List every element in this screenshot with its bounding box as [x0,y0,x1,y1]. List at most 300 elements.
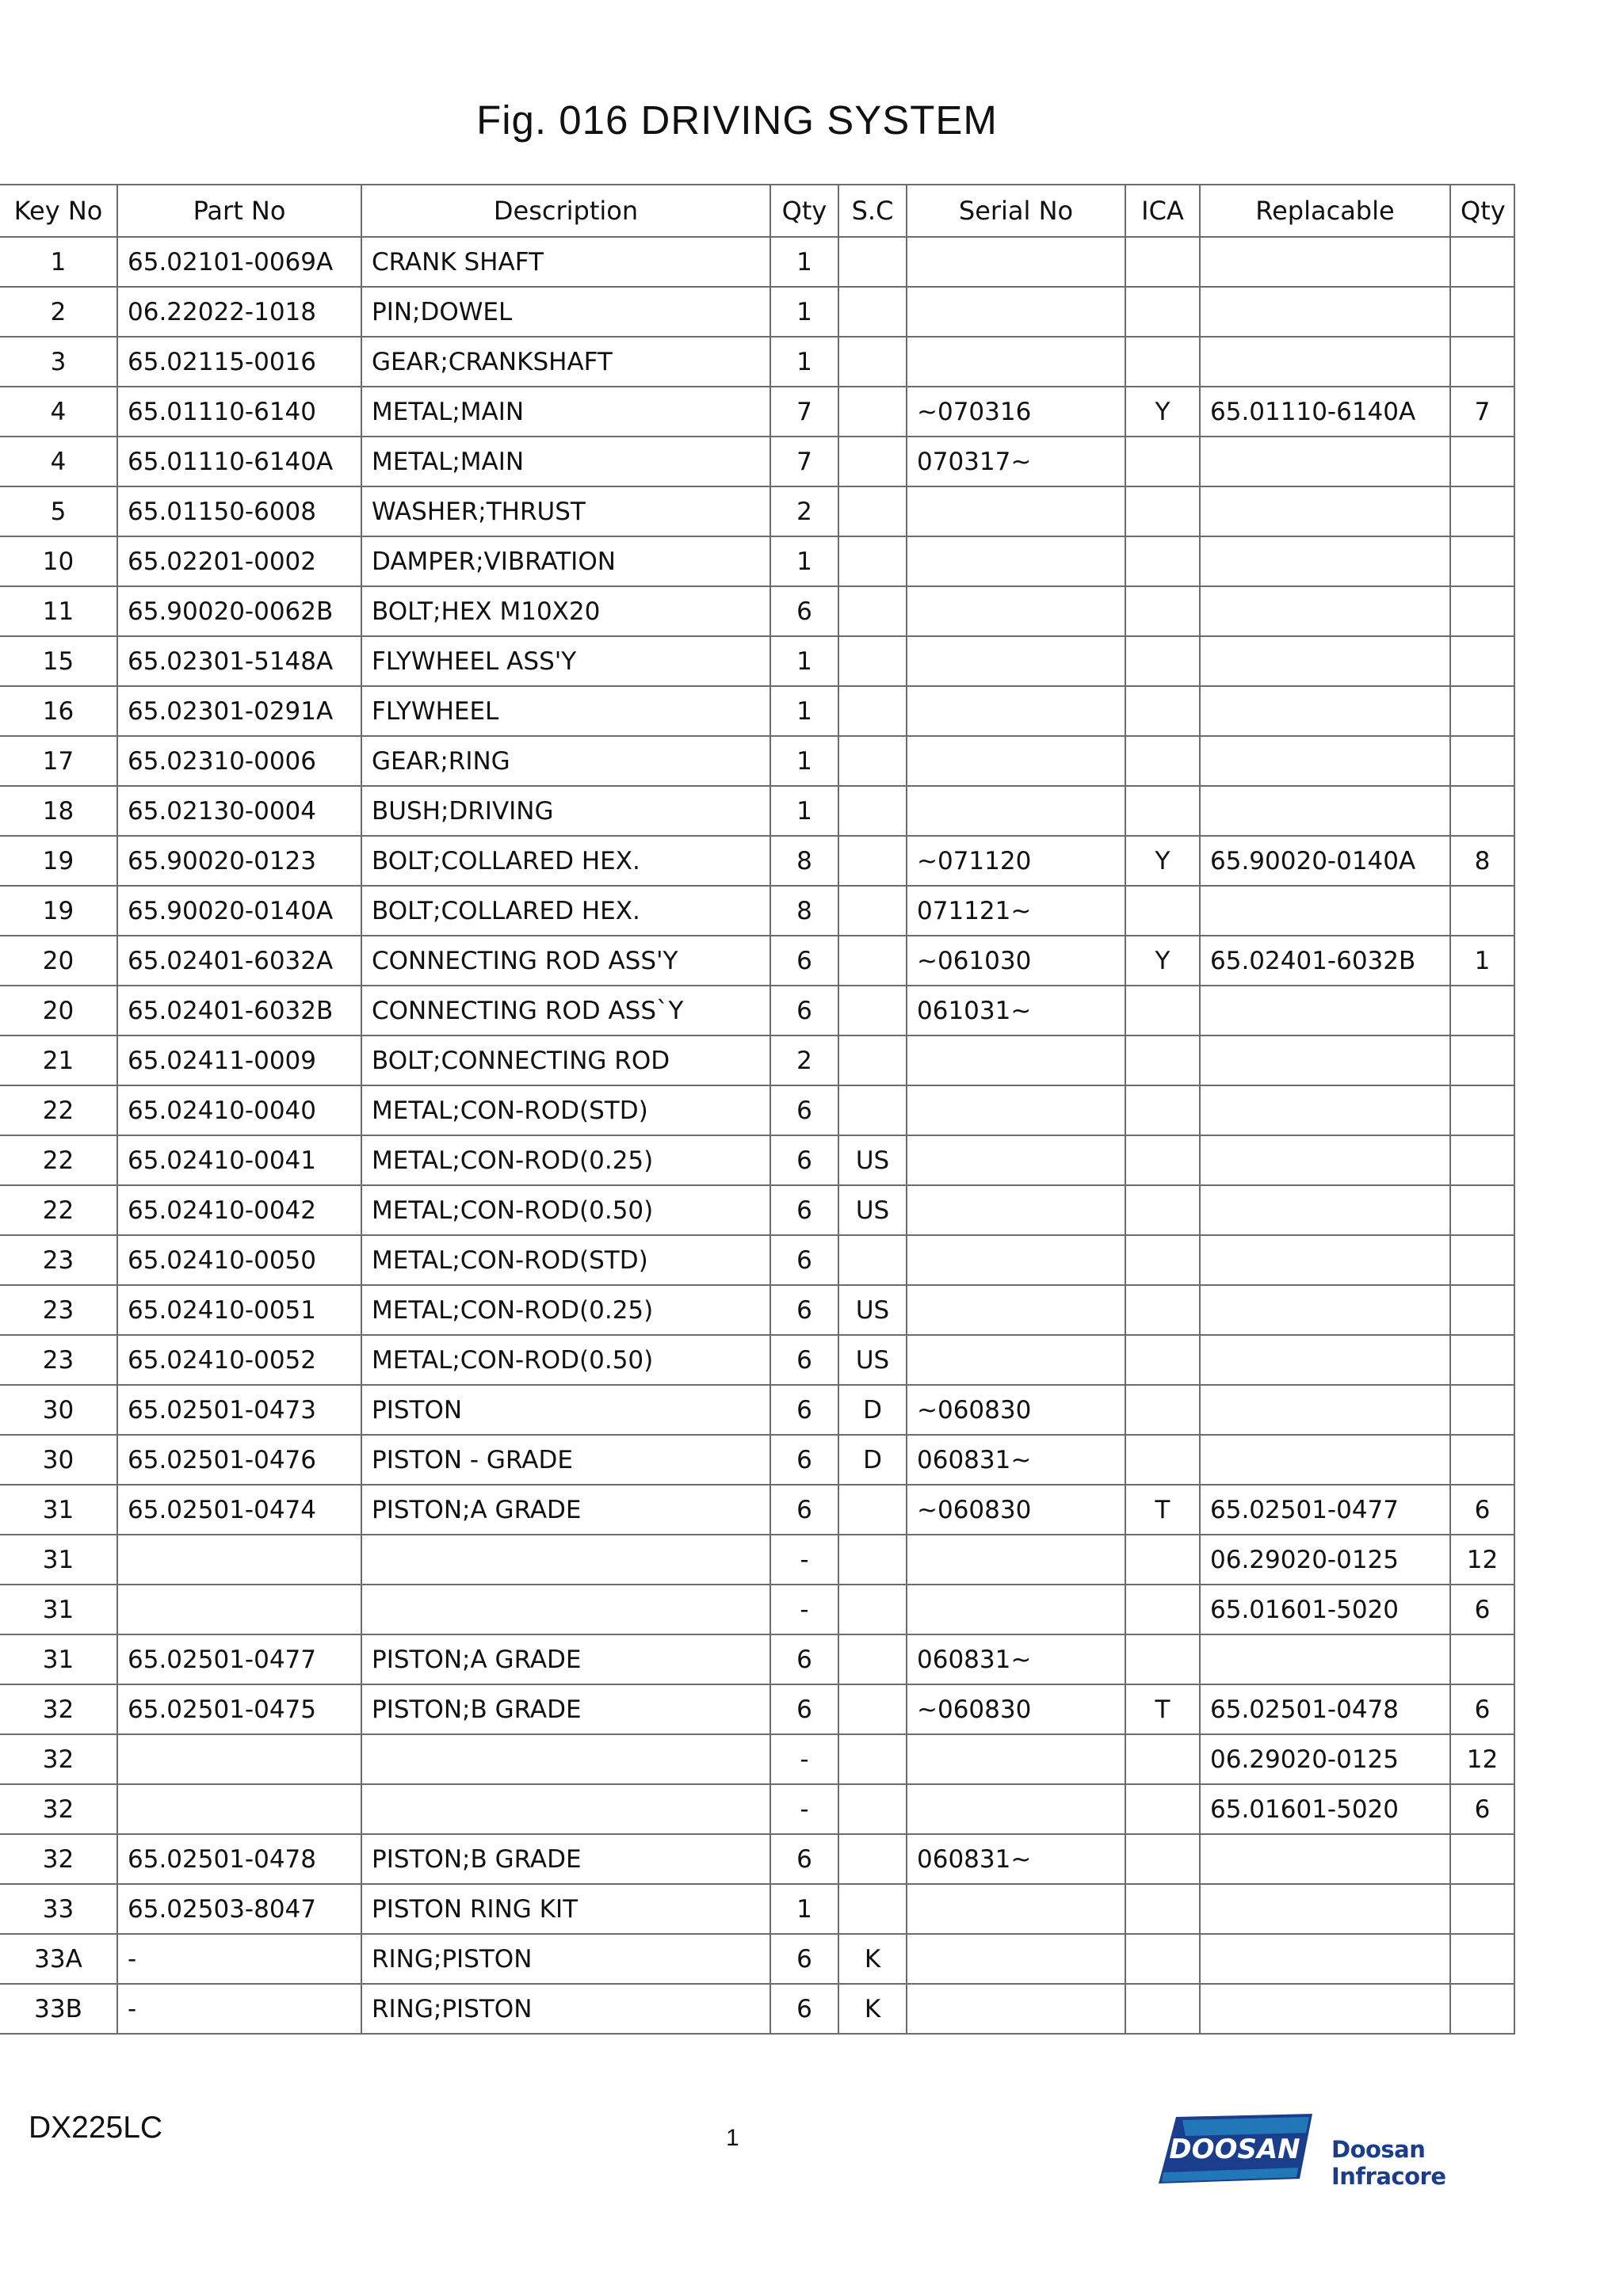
logo-wordmark: DOOSAN [1169,2134,1300,2165]
cell-sc [838,1035,907,1085]
cell-part-no: 65.90020-0062B [117,586,361,636]
cell-ica: T [1125,1485,1200,1535]
cell-replacable [1200,1884,1450,1934]
cell-key-no: 11 [0,586,117,636]
cell-qty: 6 [770,1485,838,1535]
table-row [0,1834,1514,1884]
cell-description: PISTON RING KIT [361,1884,770,1934]
cell-ica [1125,1335,1200,1385]
cell-replacable-qty: 6 [1450,1684,1514,1734]
cell-ica [1125,287,1200,337]
cell-ica [1125,586,1200,636]
cell-description: METAL;CON-ROD(STD) [361,1085,770,1135]
cell-key-no: 32 [0,1834,117,1884]
table-row [0,1185,1514,1235]
cell-qty: - [770,1535,838,1585]
cell-qty: 6 [770,1235,838,1285]
table-row [0,536,1514,586]
cell-key-no: 15 [0,636,117,686]
table-row [0,287,1514,337]
cell-key-no: 22 [0,1085,117,1135]
cell-key-no: 23 [0,1235,117,1285]
cell-qty: 6 [770,1934,838,1984]
table-row [0,1435,1514,1485]
cell-description: CONNECTING ROD ASS'Y [361,936,770,986]
cell-part-no: 65.02501-0477 [117,1634,361,1684]
cell-qty: 6 [770,1285,838,1335]
cell-qty: 1 [770,536,838,586]
cell-part-no: 65.02401-6032A [117,936,361,986]
cell-replacable [1200,1634,1450,1684]
cell-replacable-qty: 6 [1450,1784,1514,1834]
cell-sc [838,237,907,287]
cell-ica [1125,886,1200,936]
cell-sc [838,1684,907,1734]
cell-qty: 6 [770,586,838,636]
cell-part-no: 65.02301-5148A [117,636,361,686]
cell-key-no: 30 [0,1435,117,1485]
table-row [0,586,1514,636]
cell-sc [838,636,907,686]
cell-key-no: 2 [0,287,117,337]
cell-replacable-qty [1450,636,1514,686]
cell-replacable: 06.29020-0125 [1200,1535,1450,1585]
cell-description: FLYWHEEL ASS'Y [361,636,770,686]
cell-replacable-qty: 8 [1450,836,1514,886]
cell-description: PISTON - GRADE [361,1435,770,1485]
cell-replacable-qty [1450,1385,1514,1435]
cell-qty: - [770,1585,838,1634]
cell-serial-no: ~071120 [907,836,1125,886]
cell-replacable-qty [1450,1934,1514,1984]
cell-replacable [1200,1185,1450,1235]
cell-sc [838,1235,907,1285]
cell-replacable-qty: 6 [1450,1585,1514,1634]
cell-sc: K [838,1984,907,2034]
cell-description: BOLT;COLLARED HEX. [361,836,770,886]
cell-description: METAL;CON-ROD(STD) [361,1235,770,1285]
cell-ica [1125,1884,1200,1934]
cell-ica [1125,636,1200,686]
table-row [0,736,1514,786]
cell-replacable [1200,886,1450,936]
cell-replacable [1200,786,1450,836]
cell-ica [1125,1934,1200,1984]
cell-description [361,1585,770,1634]
cell-ica [1125,536,1200,586]
cell-replacable [1200,437,1450,486]
cell-serial-no [907,1535,1125,1585]
cell-ica [1125,786,1200,836]
table-row [0,1884,1514,1934]
cell-serial-no [907,1135,1125,1185]
cell-part-no: 65.02503-8047 [117,1884,361,1934]
cell-ica [1125,1135,1200,1185]
table-row [0,1784,1514,1834]
cell-qty: 6 [770,1684,838,1734]
table-row [0,1085,1514,1135]
table-row [0,1984,1514,2034]
cell-serial-no: 060831~ [907,1435,1125,1485]
cell-key-no: 33 [0,1884,117,1934]
cell-description: PISTON [361,1385,770,1435]
cell-serial-no [907,1734,1125,1784]
cell-ica [1125,1634,1200,1684]
cell-part-no: 65.02410-0050 [117,1235,361,1285]
table-row [0,1535,1514,1585]
cell-serial-no [907,1984,1125,2034]
cell-description: PISTON;B GRADE [361,1684,770,1734]
cell-ica [1125,237,1200,287]
cell-part-no: 65.02101-0069A [117,237,361,287]
table-row [0,686,1514,736]
cell-description: METAL;CON-ROD(0.25) [361,1285,770,1335]
cell-replacable-qty [1450,986,1514,1035]
cell-ica [1125,1585,1200,1634]
cell-part-no [117,1535,361,1585]
cell-serial-no: 070317~ [907,437,1125,486]
cell-replacable-qty [1450,1884,1514,1934]
cell-qty: - [770,1734,838,1784]
cell-part-no: 65.02501-0473 [117,1385,361,1435]
cell-part-no: 65.02310-0006 [117,736,361,786]
cell-serial-no [907,1585,1125,1634]
cell-replacable-qty [1450,237,1514,287]
table-row [0,1634,1514,1684]
cell-key-no: 32 [0,1684,117,1734]
cell-sc [838,1734,907,1784]
cell-ica [1125,1535,1200,1585]
cell-key-no: 32 [0,1734,117,1784]
cell-replacable [1200,1135,1450,1185]
cell-serial-no [907,736,1125,786]
cell-replacable-qty: 12 [1450,1535,1514,1585]
cell-sc [838,287,907,337]
cell-replacable [1200,586,1450,636]
table-row [0,237,1514,287]
cell-description: PISTON;B GRADE [361,1834,770,1884]
cell-replacable [1200,1085,1450,1135]
cell-key-no: 4 [0,437,117,486]
cell-sc [838,1085,907,1135]
cell-description: PISTON;A GRADE [361,1634,770,1684]
cell-replacable-qty [1450,1135,1514,1185]
cell-qty: 6 [770,986,838,1035]
cell-part-no: 65.02130-0004 [117,786,361,836]
cell-description: METAL;CON-ROD(0.25) [361,1135,770,1185]
table-row [0,1734,1514,1784]
cell-key-no: 16 [0,686,117,736]
cell-ica [1125,1834,1200,1884]
cell-ica [1125,1784,1200,1834]
cell-serial-no [907,1035,1125,1085]
cell-sc: US [838,1285,907,1335]
cell-qty: 7 [770,437,838,486]
cell-sc [838,1884,907,1934]
cell-replacable [1200,337,1450,387]
table-row [0,1485,1514,1535]
table-row [0,936,1514,986]
cell-part-no: 65.02201-0002 [117,536,361,586]
cell-qty: 1 [770,786,838,836]
cell-replacable-qty [1450,1435,1514,1485]
cell-sc [838,486,907,536]
cell-replacable-qty: 7 [1450,387,1514,437]
cell-ica [1125,1035,1200,1085]
cell-replacable [1200,1934,1450,1984]
cell-key-no: 21 [0,1035,117,1085]
cell-sc [838,986,907,1035]
cell-key-no: 4 [0,387,117,437]
table-row [0,1585,1514,1634]
cell-serial-no: ~070316 [907,387,1125,437]
cell-description: METAL;MAIN [361,437,770,486]
cell-part-no: 65.02410-0041 [117,1135,361,1185]
cell-replacable-qty [1450,287,1514,337]
cell-description: DAMPER;VIBRATION [361,536,770,586]
cell-description: GEAR;RING [361,736,770,786]
cell-key-no: 23 [0,1335,117,1385]
header-replacable: Replacable [1200,185,1450,237]
cell-key-no: 31 [0,1585,117,1634]
cell-description [361,1734,770,1784]
cell-sc [838,686,907,736]
cell-serial-no [907,486,1125,536]
cell-ica: T [1125,1684,1200,1734]
cell-key-no: 19 [0,886,117,936]
cell-replacable-qty [1450,1335,1514,1385]
cell-key-no: 10 [0,536,117,586]
cell-key-no: 3 [0,337,117,387]
cell-part-no: 65.02410-0052 [117,1335,361,1385]
cell-replacable-qty: 1 [1450,936,1514,986]
cell-serial-no [907,337,1125,387]
cell-description: PISTON;A GRADE [361,1485,770,1535]
brand-name: Doosan Infracore [1331,2136,1446,2190]
cell-replacable-qty [1450,486,1514,536]
cell-part-no: 06.22022-1018 [117,287,361,337]
cell-serial-no [907,1285,1125,1335]
cell-description: BUSH;DRIVING [361,786,770,836]
cell-ica [1125,1984,1200,2034]
cell-ica: Y [1125,836,1200,886]
cell-part-no: 65.02501-0478 [117,1834,361,1884]
cell-serial-no [907,536,1125,586]
cell-replacable [1200,736,1450,786]
cell-description: BOLT;CONNECTING ROD [361,1035,770,1085]
cell-part-no [117,1734,361,1784]
table-row [0,387,1514,437]
cell-key-no: 23 [0,1285,117,1335]
cell-qty: 2 [770,1035,838,1085]
cell-description [361,1784,770,1834]
header-description: Description [361,185,770,237]
cell-sc [838,1535,907,1585]
cell-ica [1125,1235,1200,1285]
cell-sc [838,536,907,586]
cell-replacable-qty: 12 [1450,1734,1514,1784]
table-row [0,1934,1514,1984]
cell-replacable [1200,686,1450,736]
cell-part-no: 65.01110-6140A [117,437,361,486]
cell-replacable [1200,486,1450,536]
doosan-logo-mark-icon [1159,2112,1312,2185]
cell-qty: - [770,1784,838,1834]
cell-part-no: 65.02501-0475 [117,1684,361,1734]
cell-part-no: 65.02410-0042 [117,1185,361,1235]
table-row [0,1285,1514,1335]
cell-replacable-qty [1450,736,1514,786]
header-qty: Qty [770,185,838,237]
cell-part-no: 65.02410-0040 [117,1085,361,1135]
table-row [0,1335,1514,1385]
table-row [0,1385,1514,1435]
cell-key-no: 20 [0,936,117,986]
header-ica: ICA [1125,185,1200,237]
cell-serial-no [907,786,1125,836]
cell-qty: 6 [770,936,838,986]
cell-part-no: 65.02115-0016 [117,337,361,387]
cell-ica: Y [1125,936,1200,986]
cell-description: CRANK SHAFT [361,237,770,287]
cell-sc [838,1834,907,1884]
table-row [0,437,1514,486]
header-key-no: Key No [0,185,117,237]
cell-replacable [1200,1834,1450,1884]
cell-sc [838,1585,907,1634]
cell-part-no: 65.02411-0009 [117,1035,361,1085]
cell-replacable: 65.90020-0140A [1200,836,1450,886]
cell-part-no: 65.02401-6032B [117,986,361,1035]
cell-sc: D [838,1385,907,1435]
cell-serial-no [907,1085,1125,1135]
cell-description: FLYWHEEL [361,686,770,736]
cell-replacable [1200,636,1450,686]
page-number: 1 [726,2125,739,2151]
cell-qty: 6 [770,1984,838,2034]
cell-ica: Y [1125,387,1200,437]
table-header-row [0,185,1514,237]
parts-table [0,184,1515,2035]
cell-qty: 7 [770,387,838,437]
cell-description [361,1535,770,1585]
cell-key-no: 1 [0,237,117,287]
cell-sc [838,936,907,986]
cell-qty: 8 [770,886,838,936]
cell-description: METAL;MAIN [361,387,770,437]
cell-replacable-qty: 6 [1450,1485,1514,1535]
cell-part-no: - [117,1984,361,2034]
cell-replacable [1200,1285,1450,1335]
cell-description: CONNECTING ROD ASS`Y [361,986,770,1035]
cell-ica [1125,1285,1200,1335]
cell-replacable: 65.01601-5020 [1200,1585,1450,1634]
cell-serial-no: 060831~ [907,1634,1125,1684]
cell-sc [838,886,907,936]
cell-sc: US [838,1335,907,1385]
cell-serial-no [907,586,1125,636]
cell-sc [838,1485,907,1535]
cell-replacable [1200,1435,1450,1485]
cell-replacable-qty [1450,1834,1514,1884]
header-replacable-qty: Qty [1450,185,1514,237]
cell-qty: 2 [770,486,838,536]
cell-replacable-qty [1450,1035,1514,1085]
cell-qty: 1 [770,736,838,786]
cell-key-no: 17 [0,736,117,786]
cell-serial-no: ~060830 [907,1684,1125,1734]
cell-replacable-qty [1450,886,1514,936]
cell-qty: 6 [770,1435,838,1485]
cell-replacable-qty [1450,1285,1514,1335]
cell-serial-no: ~061030 [907,936,1125,986]
cell-serial-no [907,1934,1125,1984]
cell-replacable [1200,1035,1450,1085]
cell-serial-no [907,686,1125,736]
header-sc: S.C [838,185,907,237]
cell-part-no: 65.01150-6008 [117,486,361,536]
cell-replacable [1200,536,1450,586]
cell-replacable-qty [1450,1984,1514,2034]
cell-qty: 1 [770,237,838,287]
cell-serial-no: 061031~ [907,986,1125,1035]
cell-key-no: 20 [0,986,117,1035]
cell-serial-no: 071121~ [907,886,1125,936]
table-row [0,1135,1514,1185]
cell-qty: 1 [770,636,838,686]
cell-description: PIN;DOWEL [361,287,770,337]
cell-serial-no [907,1335,1125,1385]
cell-replacable [1200,237,1450,287]
cell-qty: 8 [770,836,838,886]
cell-key-no: 33A [0,1934,117,1984]
cell-serial-no [907,1784,1125,1834]
cell-description: BOLT;COLLARED HEX. [361,886,770,936]
cell-sc [838,387,907,437]
cell-ica [1125,686,1200,736]
table-body [0,237,1514,2034]
cell-replacable-qty [1450,1185,1514,1235]
cell-part-no: 65.02501-0476 [117,1435,361,1485]
cell-qty: 6 [770,1634,838,1684]
cell-ica [1125,1385,1200,1435]
cell-qty: 6 [770,1135,838,1185]
cell-qty: 1 [770,337,838,387]
cell-ica [1125,736,1200,786]
cell-serial-no [907,636,1125,686]
cell-key-no: 31 [0,1535,117,1585]
cell-replacable-qty [1450,786,1514,836]
cell-qty: 6 [770,1185,838,1235]
cell-sc [838,786,907,836]
cell-key-no: 32 [0,1784,117,1834]
cell-serial-no: ~060830 [907,1485,1125,1535]
cell-replacable-qty [1450,337,1514,387]
model-name: DX225LC [29,2111,163,2145]
cell-key-no: 18 [0,786,117,836]
cell-qty: 1 [770,287,838,337]
cell-ica [1125,1185,1200,1235]
cell-replacable [1200,1235,1450,1285]
cell-key-no: 31 [0,1485,117,1535]
table-row [0,836,1514,886]
cell-ica [1125,337,1200,387]
cell-serial-no [907,1185,1125,1235]
cell-key-no: 31 [0,1634,117,1684]
cell-description: BOLT;HEX M10X20 [361,586,770,636]
cell-replacable: 65.01601-5020 [1200,1784,1450,1834]
cell-replacable [1200,1335,1450,1385]
